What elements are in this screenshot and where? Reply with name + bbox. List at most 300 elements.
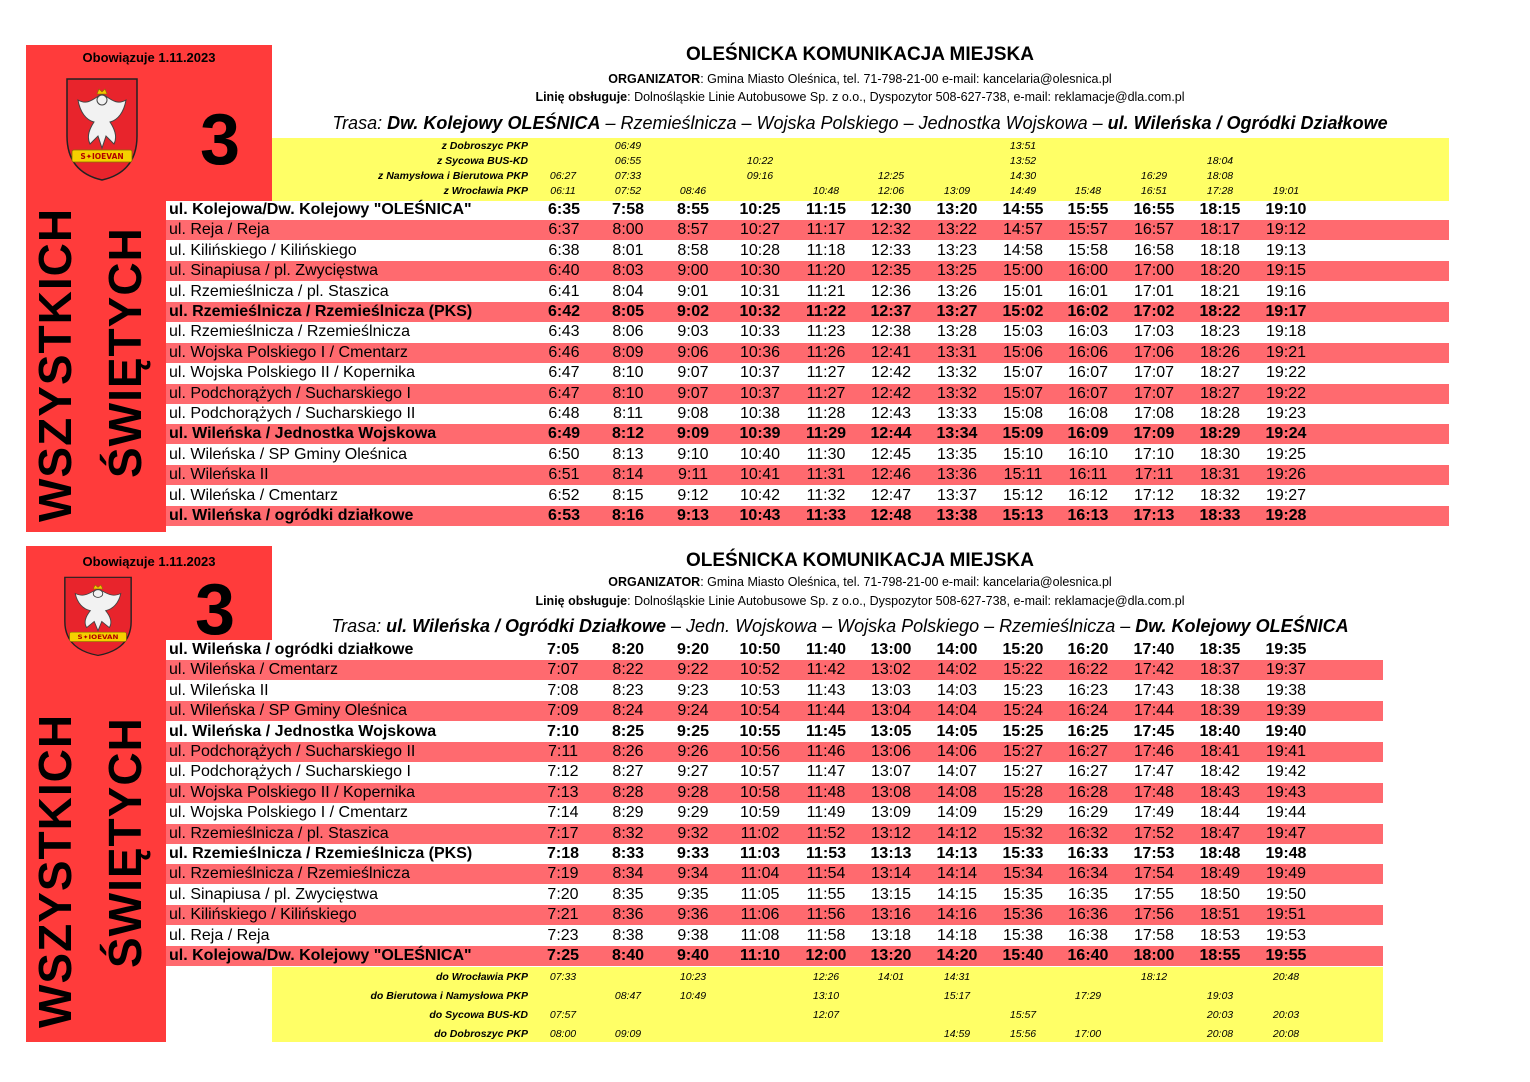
departure-time: 17:40: [1133, 641, 1175, 658]
stop-name: ul. Wileńska / Cmentarz: [169, 661, 338, 679]
departure-time: 7:14: [547, 804, 579, 822]
departure-time: 6:43: [548, 323, 580, 341]
departure-time: 16:29: [1067, 804, 1109, 822]
connection-row: [0, 139, 1400, 153]
connection-time: 17:28: [1206, 185, 1234, 197]
connection-time: 19:01: [1272, 185, 1300, 197]
departure-time: 10:55: [739, 722, 781, 740]
connection-time: 07:52: [614, 185, 642, 197]
departure-time: 11:06: [740, 906, 780, 924]
connection-time: 06:55: [614, 155, 642, 167]
connection-time: 14:01: [877, 971, 905, 983]
departure-time: 8:16: [611, 507, 645, 524]
departure-time: 19:16: [1265, 282, 1307, 300]
table-row: [166, 803, 1383, 823]
route-start: Dw. Kolejowy OLEŚNICA: [387, 113, 601, 133]
departure-time: 13:36: [936, 466, 978, 484]
departure-time: 19:24: [1265, 425, 1307, 443]
departure-time: 14:04: [936, 702, 978, 720]
departure-time: 18:47: [1199, 824, 1241, 842]
organizer-text: : Gmina Miasto Oleśnica, tel. 71-798-21-00 e-mail: kancelaria@olesnica.pl: [700, 72, 1112, 86]
connection-time: 14:59: [943, 1028, 971, 1040]
departure-time: 12:42: [870, 384, 912, 402]
departure-time: 15:00: [1002, 262, 1044, 280]
departure-time: 7:25: [546, 947, 580, 964]
table-row: [166, 660, 1383, 680]
departure-time: 18:29: [1199, 425, 1241, 443]
departure-time: 16:36: [1067, 906, 1109, 924]
departure-time: 10:33: [739, 323, 781, 341]
table-row: [166, 343, 1449, 363]
departure-time: 13:13: [870, 845, 912, 862]
stop-name: ul. Wileńska / Jednostka Wojskowa: [169, 722, 437, 740]
connection-label: do Sycowa BUS-KD: [429, 1009, 528, 1021]
stop-name: ul. Reja / Reja: [169, 926, 270, 944]
departure-time: 8:38: [612, 926, 644, 944]
departure-time: 8:10: [612, 384, 644, 402]
departure-time: 16:58: [1133, 241, 1175, 259]
departure-time: 19:13: [1265, 241, 1307, 259]
departure-time: 18:27: [1199, 364, 1241, 382]
table-row: [166, 506, 1449, 526]
departure-time: 19:23: [1265, 405, 1307, 422]
departure-time: 10:53: [739, 681, 781, 699]
departure-time: 15:20: [1002, 641, 1044, 658]
departure-time: 19:47: [1265, 824, 1307, 842]
connection-time: 08:00: [549, 1028, 577, 1040]
connection-time: 13:51: [1009, 140, 1037, 152]
departure-time: 6:40: [548, 262, 580, 280]
departure-time: 13:23: [936, 241, 978, 259]
departure-time: 11:10: [739, 947, 781, 964]
connection-label: z Sycowa BUS-KD: [436, 155, 528, 167]
table-row: [166, 640, 1383, 660]
departure-time: 16:20: [1067, 641, 1109, 658]
route-prefix: Trasa:: [331, 616, 387, 636]
departure-time: 10:43: [739, 507, 781, 524]
departure-time: 9:23: [677, 681, 709, 699]
departure-time: 12:44: [870, 425, 912, 443]
departure-time: 7:18: [546, 845, 580, 862]
stop-name: ul. Rzemieślnicza / Rzemieślnicza: [169, 323, 410, 341]
stop-name: ul. Wileńska / Jednostka Wojskowa: [169, 425, 437, 443]
departure-time: 17:00: [1133, 262, 1175, 280]
departure-time: 18:38: [1199, 681, 1241, 699]
departure-time: 15:34: [1002, 865, 1044, 883]
departure-time: 19:28: [1265, 507, 1307, 524]
departure-time: 11:20: [806, 262, 846, 280]
stop-name: ul. Kolejowa/Dw. Kolejowy "OLEŚNICA": [169, 947, 472, 964]
departure-time: 18:40: [1199, 722, 1241, 740]
departure-time: 18:42: [1199, 763, 1241, 781]
departure-time: 19:40: [1265, 722, 1307, 740]
departure-time: 11:52: [806, 824, 846, 842]
stop-name: ul. Kilińskiego / Kilińskiego: [169, 906, 357, 924]
connection-row: [0, 169, 1400, 183]
stop-name: ul. Podchorążych / Sucharskiego I: [169, 384, 411, 402]
departure-time: 13:26: [936, 282, 978, 300]
departure-time: 7:12: [547, 763, 579, 781]
departure-time: 8:11: [613, 405, 643, 422]
departure-time: 10:25: [739, 201, 781, 218]
departure-time: 10:32: [739, 303, 781, 320]
departure-time: 11:53: [805, 845, 847, 862]
departure-time: 13:14: [870, 865, 912, 883]
departure-time: 11:49: [806, 804, 846, 822]
departure-time: 15:22: [1002, 661, 1044, 679]
departure-time: 19:44: [1265, 804, 1307, 822]
connection-row: [0, 989, 1400, 1003]
departure-time: 11:28: [806, 405, 846, 422]
departure-time: 13:20: [936, 201, 978, 218]
departure-time: 18:44: [1199, 804, 1241, 822]
departure-time: 8:55: [676, 201, 710, 218]
departure-time: 12:45: [870, 445, 912, 463]
connection-time: 09:16: [746, 170, 774, 182]
departure-time: 12:33: [870, 241, 912, 259]
connection-time: 10:48: [812, 185, 840, 197]
departure-time: 17:46: [1133, 743, 1175, 760]
departure-time: 17:10: [1133, 445, 1175, 463]
connection-time: 15:57: [1009, 1009, 1037, 1021]
departure-time: 17:54: [1133, 865, 1175, 883]
departure-time: 15:28: [1002, 783, 1044, 801]
departure-time: 7:07: [547, 661, 579, 679]
stop-name: ul. Podchorążych / Sucharskiego II: [169, 405, 416, 422]
departure-time: 12:46: [870, 466, 912, 484]
departure-time: 10:30: [739, 262, 781, 280]
vertical-label-2: ŚWIĘTYCH: [99, 227, 151, 478]
departure-time: 17:03: [1133, 323, 1175, 341]
table-row: [166, 742, 1383, 762]
table-row: [166, 220, 1449, 240]
stop-name: ul. Wileńska / ogródki działkowe: [169, 641, 414, 658]
departure-time: 15:09: [1002, 425, 1044, 443]
connection-label: z Dobroszyc PKP: [441, 140, 528, 152]
departure-time: 15:12: [1002, 486, 1044, 504]
departure-time: 9:35: [677, 885, 709, 903]
departure-time: 16:32: [1067, 824, 1109, 842]
departure-time: 8:25: [611, 722, 645, 740]
departure-time: 10:31: [739, 282, 781, 300]
departure-time: 19:22: [1265, 384, 1307, 402]
valid-from: Obowiązuje 1.11.2023: [82, 50, 216, 65]
departure-time: 8:05: [611, 303, 645, 320]
departure-time: 17:45: [1133, 722, 1175, 740]
stop-name: ul. Rzemieślnicza / pl. Staszica: [169, 824, 389, 842]
departure-time: 13:37: [936, 486, 978, 504]
departure-time: 18:20: [1199, 262, 1241, 280]
stop-name: ul. Wojska Polskiego I / Cmentarz: [169, 343, 408, 361]
departure-time: 7:58: [611, 201, 645, 218]
departure-time: 7:08: [547, 681, 579, 699]
connection-time: 07:33: [549, 971, 577, 983]
table-row: [166, 783, 1383, 803]
departure-time: 14:06: [936, 743, 978, 760]
departure-time: 13:15: [870, 885, 912, 903]
departure-time: 14:08: [936, 783, 978, 801]
departure-time: 13:06: [870, 743, 912, 760]
departure-time: 9:12: [677, 486, 709, 504]
table-row: [166, 282, 1449, 302]
connection-time: 12:26: [812, 971, 840, 983]
connection-time: 12:06: [877, 185, 905, 197]
departure-time: 11:30: [806, 445, 846, 463]
departure-time: 9:33: [676, 845, 710, 862]
departure-time: 12:42: [870, 364, 912, 382]
departure-time: 8:27: [612, 763, 644, 781]
departure-time: 13:09: [870, 804, 912, 822]
route-line: [270, 616, 1410, 637]
departure-time: 18:15: [1199, 201, 1241, 218]
departure-time: 17:47: [1133, 763, 1175, 781]
departure-time: 18:27: [1199, 384, 1241, 402]
departure-time: 19:48: [1265, 845, 1307, 862]
departure-time: 7:13: [547, 783, 579, 801]
table-row: [166, 701, 1383, 721]
departure-time: 11:45: [805, 722, 847, 740]
connection-time: 10:49: [679, 990, 707, 1002]
connection-time: 14:30: [1009, 170, 1037, 182]
connection-time: 17:29: [1074, 990, 1102, 1002]
connection-time: 17:00: [1074, 1028, 1102, 1040]
departure-time: 12:48: [870, 507, 912, 524]
departure-time: 11:27: [806, 384, 846, 402]
departure-time: 11:02: [740, 824, 780, 842]
connection-label: do Dobroszyc PKP: [434, 1028, 528, 1040]
connection-time: 09:09: [614, 1028, 642, 1040]
line-number: 3: [194, 570, 236, 650]
departure-time: 16:25: [1067, 722, 1109, 740]
departure-time: 19:21: [1265, 343, 1307, 361]
departure-time: 11:18: [806, 241, 846, 259]
departure-time: 16:57: [1133, 221, 1175, 239]
departure-time: 11:54: [806, 865, 846, 883]
departure-time: 16:23: [1067, 681, 1109, 699]
departure-time: 17:02: [1133, 303, 1175, 320]
departure-time: 17:08: [1133, 405, 1175, 422]
departure-time: 6:52: [548, 486, 580, 504]
departure-time: 16:02: [1067, 303, 1109, 320]
stop-name: ul. Wojska Polskiego I / Cmentarz: [169, 804, 408, 822]
departure-time: 12:41: [870, 343, 912, 361]
departure-time: 11:05: [740, 885, 780, 903]
departure-time: 11:31: [806, 466, 846, 484]
departure-time: 10:27: [739, 221, 781, 239]
departure-time: 18:30: [1199, 445, 1241, 463]
departure-time: 17:43: [1133, 681, 1175, 699]
departure-time: 9:26: [677, 743, 709, 760]
departure-time: 19:35: [1265, 641, 1307, 658]
departure-time: 7:23: [547, 926, 579, 944]
departure-time: 18:00: [1133, 947, 1175, 964]
departure-time: 18:31: [1199, 466, 1241, 484]
departure-time: 18:37: [1199, 661, 1241, 679]
operator-label: Linię obsługuje: [535, 594, 628, 608]
connection-time: 13:10: [812, 990, 840, 1002]
departure-time: 11:21: [806, 282, 846, 300]
departure-time: 8:22: [612, 661, 644, 679]
departure-time: 6:51: [548, 466, 580, 484]
departure-time: 17:13: [1133, 507, 1175, 524]
connection-row: [0, 1027, 1400, 1041]
departure-time: 18:17: [1199, 221, 1241, 239]
svg-text:S✦IOEVAN: S✦IOEVAN: [80, 152, 124, 161]
departure-time: 18:55: [1199, 947, 1241, 964]
connection-row: [0, 184, 1400, 198]
departure-time: 6:38: [548, 241, 580, 259]
departure-time: 13:28: [936, 323, 978, 341]
departure-time: 15:33: [1002, 845, 1044, 862]
departure-time: 11:33: [805, 507, 847, 524]
departure-time: 12:47: [870, 486, 912, 504]
departure-time: 8:29: [612, 804, 644, 822]
connection-row: [0, 1008, 1400, 1022]
departure-time: 19:12: [1265, 221, 1307, 239]
departure-time: 14:12: [936, 824, 978, 842]
table-row: [166, 384, 1449, 404]
departure-time: 16:06: [1067, 343, 1109, 361]
departure-time: 15:27: [1002, 743, 1044, 760]
connection-time: 10:23: [679, 971, 707, 983]
departure-time: 9:02: [676, 303, 710, 320]
departure-time: 9:03: [677, 323, 709, 341]
departure-time: 14:09: [936, 804, 978, 822]
departure-time: 16:35: [1067, 885, 1109, 903]
connection-label: z Wrocławia PKP: [443, 185, 528, 197]
connection-label: z Namysłowa i Bierutowa PKP: [378, 170, 528, 182]
departure-time: 6:35: [547, 201, 581, 218]
departure-time: 8:14: [612, 466, 644, 484]
departure-time: 16:38: [1067, 926, 1109, 944]
departure-time: 8:58: [677, 241, 709, 259]
departure-time: 10:36: [739, 343, 781, 361]
departure-time: 16:07: [1067, 384, 1109, 402]
departure-time: 9:25: [676, 722, 710, 740]
departure-time: 17:06: [1133, 343, 1175, 361]
departure-time: 18:33: [1199, 507, 1241, 524]
departure-time: 12:32: [870, 221, 912, 239]
departure-time: 17:07: [1133, 364, 1175, 382]
departure-time: 19:49: [1265, 865, 1307, 883]
departure-time: 15:07: [1002, 384, 1044, 402]
departure-time: 12:37: [870, 303, 912, 320]
departure-time: 18:35: [1199, 641, 1241, 658]
departure-time: 16:09: [1067, 425, 1109, 443]
departure-time: 15:08: [1002, 405, 1044, 422]
departure-time: 19:38: [1265, 681, 1307, 699]
departure-time: 10:56: [739, 743, 781, 760]
departure-time: 15:06: [1002, 343, 1044, 361]
departure-time: 15:35: [1002, 885, 1044, 903]
departure-time: 13:00: [870, 641, 912, 658]
departure-time: 19:42: [1265, 763, 1307, 781]
departure-time: 8:03: [612, 262, 644, 280]
connection-time: 20:48: [1272, 971, 1300, 983]
table-row: [166, 864, 1383, 884]
departure-time: 15:01: [1002, 282, 1044, 300]
departure-time: 10:50: [739, 641, 781, 658]
table-row: [166, 302, 1449, 322]
connection-time: 20:03: [1206, 1009, 1234, 1021]
svg-text:S✦IOEVAN: S✦IOEVAN: [77, 633, 119, 641]
departure-time: 19:26: [1265, 466, 1307, 484]
departure-time: 19:43: [1265, 783, 1307, 801]
departure-time: 12:30: [870, 201, 912, 218]
route-start: ul. Wileńska / Ogródki Działkowe: [386, 616, 667, 636]
departure-time: 13:32: [936, 364, 978, 382]
departure-time: 18:48: [1199, 845, 1241, 862]
departure-time: 18:39: [1199, 702, 1241, 720]
departure-time: 12:00: [805, 947, 847, 964]
connection-time: 06:11: [550, 185, 576, 197]
departure-time: 9:28: [677, 783, 709, 801]
departure-time: 6:46: [548, 343, 580, 361]
connection-time: 13:52: [1009, 155, 1037, 167]
operator-text: : Dolnośląskie Linie Autobusowe Sp. z o.o., Dyspozytor 508-627-738, e-mail: reklamacje@dla.com.pl: [627, 594, 1185, 608]
departure-time: 10:52: [739, 661, 781, 679]
departure-time: 9:13: [676, 507, 710, 524]
connection-time: 15:48: [1074, 185, 1102, 197]
departure-time: 9:27: [677, 763, 709, 781]
organizer-line: [440, 575, 1280, 589]
departure-time: 10:59: [739, 804, 781, 822]
departure-time: 15:55: [1067, 201, 1109, 218]
departure-time: 11:04: [740, 865, 780, 883]
departure-time: 16:08: [1067, 405, 1109, 422]
departure-time: 13:38: [936, 507, 978, 524]
table-row: [166, 241, 1449, 261]
departure-time: 18:53: [1199, 926, 1241, 944]
departure-time: 17:09: [1133, 425, 1175, 443]
stop-name: ul. Rzemieślnicza / Rzemieślnicza (PKS): [169, 845, 473, 862]
organizer-text: : Gmina Miasto Oleśnica, tel. 71-798-21-00 e-mail: kancelaria@olesnica.pl: [700, 575, 1112, 589]
stop-name: ul. Sinapiusa / pl. Zwycięstwa: [169, 885, 378, 903]
departure-time: 16:33: [1067, 845, 1109, 862]
departure-time: 13:03: [870, 681, 912, 699]
table-row: [166, 844, 1383, 864]
departure-time: 18:41: [1199, 743, 1241, 760]
departure-time: 6:41: [548, 282, 580, 300]
departure-time: 9:08: [677, 405, 709, 422]
connection-label: do Wrocławia PKP: [436, 971, 528, 983]
departure-time: 16:28: [1067, 783, 1109, 801]
connection-time: 18:12: [1140, 971, 1168, 983]
departure-time: 13:02: [870, 661, 912, 679]
stop-name: ul. Wileńska II: [169, 466, 269, 484]
departure-time: 7:21: [547, 906, 579, 924]
departure-time: 7:20: [547, 885, 579, 903]
departure-time: 11:42: [806, 661, 846, 679]
departure-time: 16:40: [1067, 947, 1109, 964]
departure-time: 10:41: [739, 466, 781, 484]
departure-time: 18:51: [1199, 906, 1241, 924]
departure-time: 16:27: [1067, 763, 1109, 781]
departure-time: 18:21: [1199, 282, 1241, 300]
stop-name: ul. Sinapiusa / pl. Zwycięstwa: [169, 262, 378, 280]
departure-time: 16:01: [1067, 282, 1109, 300]
connection-time: 20:08: [1206, 1028, 1234, 1040]
departure-time: 10:58: [739, 783, 781, 801]
departure-time: 12:43: [870, 405, 912, 422]
route-middle: – Jedn. Wojskowa – Wojska Polskiego – Rzemieślnicza –: [666, 616, 1136, 636]
departure-time: 15:10: [1002, 445, 1044, 463]
departure-time: 19:22: [1265, 364, 1307, 382]
departure-time: 8:13: [612, 445, 644, 463]
departure-time: 11:48: [806, 783, 846, 801]
departure-time: 16:07: [1067, 364, 1109, 382]
departure-time: 16:03: [1067, 323, 1109, 341]
